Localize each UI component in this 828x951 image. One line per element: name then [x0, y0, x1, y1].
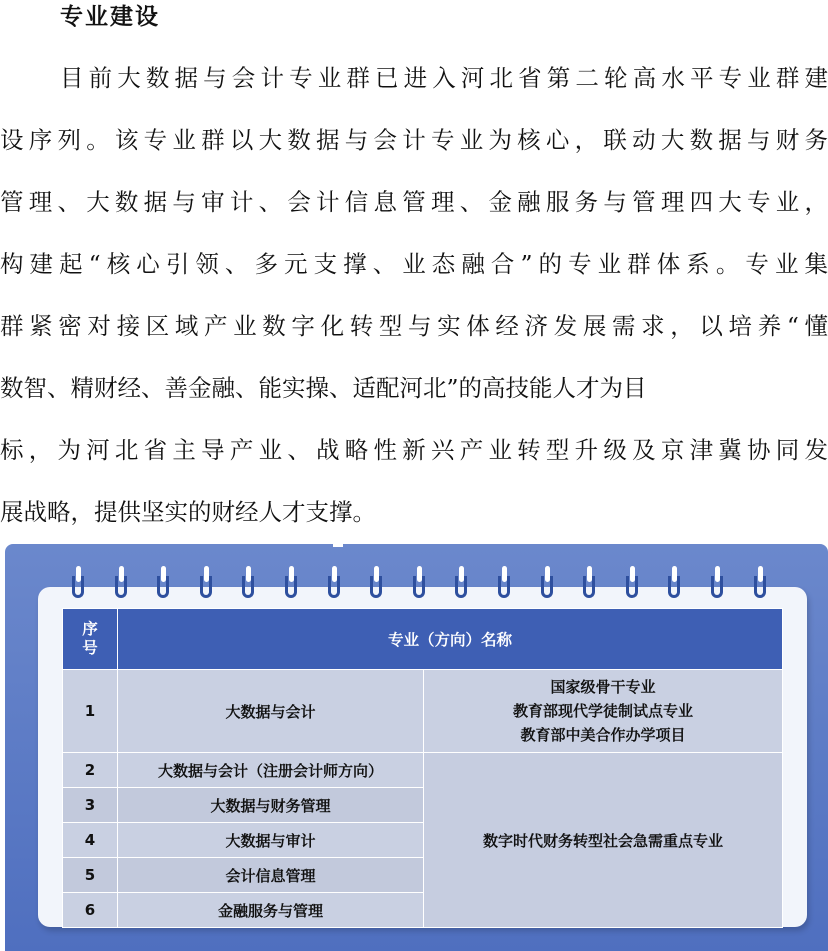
- binder-ring-icon: [285, 576, 297, 598]
- honor-line: 教育部中美合作办学项目: [520, 726, 686, 744]
- table-row: [63, 753, 783, 788]
- row-major-name: 金融服务与管理: [118, 893, 424, 928]
- header-number-line1: 序: [82, 620, 98, 638]
- honor-line: 教育部现代学徒制试点专业: [513, 702, 694, 720]
- paragraph-line: 管理、大数据与审计、会计信息管理、金融服务与管理四大专业，: [0, 188, 828, 216]
- panel-notch: [333, 544, 343, 547]
- binder-ring-icon: [583, 576, 595, 598]
- section-heading: 专业建设: [60, 3, 160, 30]
- paragraph-line: 设序列。该专业群以大数据与会计专业为核心，联动大数据与财务: [0, 126, 828, 154]
- row-number: 6: [63, 893, 118, 928]
- row-major-name: 大数据与会计（注册会计师方向）: [118, 753, 424, 788]
- paragraph-line: 目前大数据与会计专业群已进入河北省第二轮高水平专业群建: [60, 64, 828, 92]
- major-table: [62, 608, 783, 928]
- header-name: 专业（方向）名称: [118, 609, 783, 670]
- honor-line: 国家级骨干专业: [550, 678, 656, 696]
- row-major-name: 会计信息管理: [118, 858, 424, 893]
- row-number: 3: [63, 788, 118, 823]
- row-honors: [424, 670, 783, 753]
- row-number: 1: [63, 670, 118, 753]
- binder-ring-icon: [72, 576, 84, 598]
- binder-ring-icon: [370, 576, 382, 598]
- header-number: [63, 609, 118, 670]
- paragraph-line: 构建起“核心引领、多元支撑、业态融合”的专业群体系。专业集: [0, 250, 828, 278]
- row-number: 4: [63, 823, 118, 858]
- binder-ring-icon: [200, 576, 212, 598]
- row-number: 5: [63, 858, 118, 893]
- binder-ring-icon: [413, 576, 425, 598]
- row-major-name: 大数据与审计: [118, 823, 424, 858]
- binder-ring-icon: [626, 576, 638, 598]
- binder-ring-icon: [157, 576, 169, 598]
- binder-ring-icon: [668, 576, 680, 598]
- header-number-line2: 号: [82, 639, 98, 657]
- binder-ring-icon: [754, 576, 766, 598]
- group-note: 数字时代财务转型社会急需重点专业: [424, 753, 783, 928]
- table-row: [63, 670, 783, 753]
- binder-ring-icon: [328, 576, 340, 598]
- row-major-name: 大数据与会计: [118, 670, 424, 753]
- binder-ring-icon: [242, 576, 254, 598]
- paragraph-line: 群紧密对接区域产业数字化转型与实体经济发展需求，以培养“懂: [0, 312, 828, 340]
- paragraph-line: 展战略，提供坚实的财经人才支撑。: [0, 498, 376, 526]
- binder-ring-icon: [115, 576, 127, 598]
- binder-ring-icon: [498, 576, 510, 598]
- binder-ring-icon: [455, 576, 467, 598]
- paragraph-line: 数智、精财经、善金融、能实操、适配河北”的高技能人才为目: [0, 374, 647, 402]
- binder-ring-icon: [711, 576, 723, 598]
- row-major-name: 大数据与财务管理: [118, 788, 424, 823]
- row-number: 2: [63, 753, 118, 788]
- table-header-row: [63, 609, 783, 670]
- binder-ring-icon: [541, 576, 553, 598]
- paragraph-line: 标，为河北省主导产业、战略性新兴产业转型升级及京津冀协同发: [0, 436, 828, 464]
